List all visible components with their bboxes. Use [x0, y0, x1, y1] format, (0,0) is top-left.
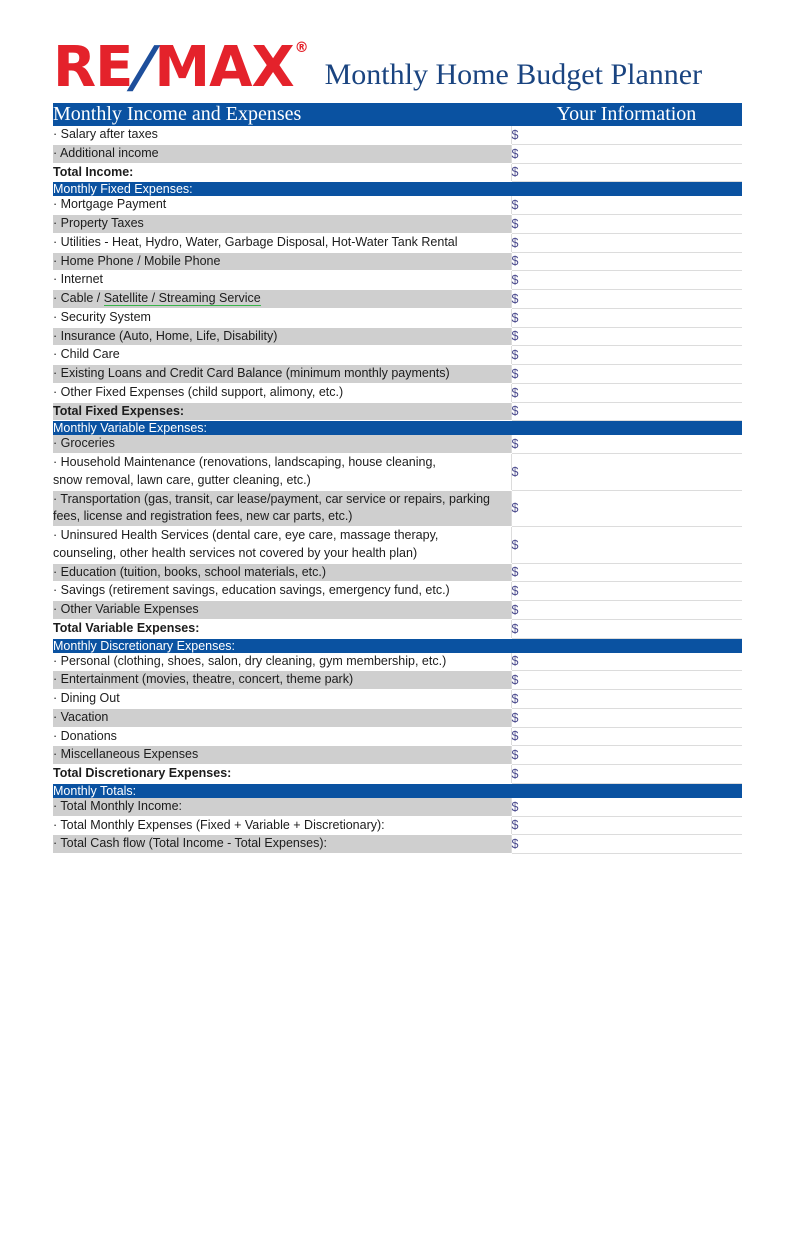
amount-input-cell[interactable] — [511, 619, 742, 638]
currency-symbol: $ — [511, 799, 519, 814]
row-label-text: · Child Care — [53, 347, 120, 362]
table-row — [53, 601, 742, 620]
row-label — [53, 671, 511, 690]
currency-symbol: $ — [511, 621, 519, 636]
currency-symbol: $ — [511, 310, 519, 325]
row-label-text: · Security System — [53, 309, 151, 324]
row-label-text: · Other Variable Expenses — [53, 602, 199, 616]
table-row — [53, 233, 742, 252]
row-label-text: · Household Maintenance (renovations, landscaping, house cleaning, — [53, 455, 436, 469]
row-label-text: · Cable / — [53, 291, 104, 305]
section-header-row — [53, 182, 742, 197]
section-header-label: Monthly Variable Expenses: — [53, 421, 742, 436]
table-row — [53, 196, 742, 214]
row-label-text: · Education (tuition, books, school materials, etc.) — [53, 564, 327, 579]
currency-symbol: $ — [511, 673, 519, 688]
table-row — [53, 163, 742, 182]
amount-input-cell[interactable] — [511, 746, 742, 765]
amount-input-cell[interactable] — [511, 126, 742, 144]
row-label — [53, 233, 511, 252]
currency-symbol: $ — [511, 729, 519, 744]
row-label-text-line2: snow removal, lawn care, gutter cleaning, etc.) — [53, 472, 311, 487]
row-label — [53, 619, 511, 638]
table-row — [53, 126, 742, 144]
currency-symbol: $ — [511, 584, 519, 599]
spellcheck-underlined-text: Satellite / Streaming Service — [103, 291, 261, 305]
row-label-text: · Internet — [53, 272, 104, 287]
row-label-text: · Additional income — [53, 145, 159, 160]
row-label — [53, 126, 511, 144]
amount-input-cell[interactable] — [511, 727, 742, 746]
table-row — [53, 816, 742, 835]
amount-input-cell[interactable] — [511, 290, 742, 309]
table-row — [53, 402, 742, 421]
table-row — [53, 365, 742, 384]
budget-table — [53, 103, 742, 854]
amount-input-cell[interactable] — [511, 163, 742, 182]
amount-input-cell[interactable] — [511, 690, 742, 709]
row-label-text: · Property Taxes — [53, 216, 144, 230]
amount-input-cell[interactable] — [511, 798, 742, 816]
row-label-text: · Groceries — [53, 436, 115, 451]
row-label — [53, 308, 511, 327]
currency-symbol: $ — [511, 602, 519, 617]
currency-symbol: $ — [511, 691, 519, 706]
row-label-text: · Personal (clothing, shoes, salon, dry cleaning, gym membership, etc.) — [53, 653, 447, 668]
row-label-text: · Uninsured Health Services (dental care, eye care, massage therapy, — [53, 528, 439, 542]
row-label-text: · Insurance (Auto, Home, Life, Disability) — [53, 328, 278, 343]
row-label — [53, 365, 511, 384]
amount-input-cell[interactable] — [511, 402, 742, 421]
table-row — [53, 708, 742, 727]
currency-symbol: $ — [511, 127, 519, 142]
table-row — [53, 582, 742, 601]
currency-symbol: $ — [511, 385, 519, 400]
budget-table-body — [53, 103, 742, 854]
row-label-text: · Savings (retirement savings, education savings, emergency fund, etc.) — [53, 583, 450, 598]
row-label — [53, 435, 511, 453]
row-label-text: · Total Cash flow (Total Income - Total Expenses): — [53, 836, 327, 851]
row-label-text: Total Fixed Expenses: — [53, 403, 185, 418]
row-label — [53, 402, 511, 421]
amount-input-cell[interactable] — [511, 653, 742, 671]
amount-input-cell[interactable] — [511, 144, 742, 163]
table-row — [53, 727, 742, 746]
logo-slash-icon: / — [124, 35, 163, 100]
amount-input-cell[interactable] — [511, 346, 742, 365]
table-row — [53, 435, 742, 453]
table-row — [53, 144, 742, 163]
section-header-row — [53, 421, 742, 436]
currency-symbol: $ — [511, 235, 519, 250]
currency-symbol: $ — [511, 329, 519, 344]
row-label — [53, 144, 511, 163]
row-label — [53, 346, 511, 365]
amount-input-cell[interactable] — [511, 308, 742, 327]
amount-input-cell[interactable] — [511, 671, 742, 690]
masthead — [53, 26, 742, 100]
amount-input-cell[interactable] — [511, 582, 742, 601]
row-label-text: · Dining Out — [53, 691, 120, 705]
currency-symbol: $ — [511, 366, 519, 381]
logo-re-text: RE — [53, 35, 133, 100]
row-label-text: · Transportation (gas, transit, car lease/payment, car service or repairs, parking — [53, 491, 490, 506]
currency-symbol: $ — [511, 273, 519, 288]
table-row — [53, 346, 742, 365]
currency-symbol: $ — [511, 501, 519, 516]
amount-input-cell[interactable] — [511, 196, 742, 214]
row-label-text: Total Variable Expenses: — [53, 620, 200, 635]
row-label — [53, 215, 511, 234]
row-label-text-line2: fees, license and registration fees, new car parts, etc.) — [53, 509, 353, 524]
amount-input-cell[interactable] — [511, 327, 742, 346]
row-label-text-line2: counseling, other health services not covered by your health plan) — [53, 545, 418, 560]
amount-input-cell[interactable] — [511, 835, 742, 854]
row-label — [53, 490, 511, 527]
row-label — [53, 727, 511, 746]
row-label-text: · Other Fixed Expenses (child support, alimony, etc.) — [53, 384, 344, 399]
row-label-text: · Total Monthly Income: — [53, 798, 182, 813]
table-row — [53, 798, 742, 816]
row-label — [53, 563, 511, 582]
row-label — [53, 252, 511, 271]
row-label-text: · Total Monthly Expenses (Fixed + Variable + Discretionary): — [53, 817, 385, 832]
row-label-text: · Mortgage Payment — [53, 197, 167, 212]
row-label-text: · Entertainment (movies, theatre, concert, theme park) — [53, 672, 354, 687]
amount-input-cell[interactable] — [511, 765, 742, 784]
row-label — [53, 601, 511, 620]
row-label-text: · Salary after taxes — [53, 127, 158, 141]
currency-symbol: $ — [511, 654, 519, 669]
row-label — [53, 653, 511, 671]
row-label — [53, 798, 511, 816]
table-row — [53, 746, 742, 765]
amount-input-cell[interactable] — [511, 601, 742, 620]
table-row — [53, 490, 742, 527]
table-row — [53, 835, 742, 854]
currency-symbol: $ — [511, 348, 519, 363]
row-label — [53, 163, 511, 182]
amount-input-cell[interactable] — [511, 490, 742, 527]
row-label — [53, 196, 511, 214]
currency-symbol: $ — [511, 254, 519, 269]
table-row — [53, 252, 742, 271]
table-row — [53, 619, 742, 638]
currency-symbol: $ — [511, 818, 519, 833]
column-header-your-information: Your Information — [556, 103, 697, 125]
section-header-label: Monthly Fixed Expenses: — [53, 182, 742, 197]
section-header-row — [53, 783, 742, 798]
section-header-label: Monthly Discretionary Expenses: — [53, 638, 742, 653]
amount-input-cell[interactable] — [511, 816, 742, 835]
row-label-text: Total Income: — [53, 164, 134, 179]
row-label-text: · Donations — [53, 728, 117, 743]
currency-symbol: $ — [511, 748, 519, 763]
currency-symbol: $ — [511, 766, 519, 781]
amount-input-cell[interactable] — [511, 527, 742, 564]
table-row — [53, 290, 742, 309]
currency-symbol: $ — [511, 437, 519, 452]
table-row — [53, 215, 742, 234]
currency-symbol: $ — [511, 198, 519, 213]
row-label-text: · Miscellaneous Expenses — [53, 747, 199, 762]
table-row — [53, 308, 742, 327]
row-label — [53, 816, 511, 835]
row-label — [53, 582, 511, 601]
row-label — [53, 271, 511, 290]
table-row — [53, 653, 742, 671]
table-row — [53, 563, 742, 582]
row-label — [53, 708, 511, 727]
table-row — [53, 765, 742, 784]
currency-symbol: $ — [511, 291, 519, 306]
row-label — [53, 835, 511, 854]
amount-input-cell[interactable] — [511, 365, 742, 384]
currency-symbol: $ — [511, 710, 519, 725]
remax-logo — [53, 35, 308, 100]
amount-input-cell[interactable] — [511, 454, 742, 491]
row-label-text: Total Discretionary Expenses: — [53, 766, 232, 780]
amount-input-cell[interactable] — [511, 563, 742, 582]
row-label — [53, 746, 511, 765]
section-header-label: Monthly Totals: — [53, 783, 742, 798]
currency-symbol: $ — [511, 216, 519, 231]
currency-symbol: $ — [511, 565, 519, 580]
currency-symbol: $ — [511, 464, 519, 479]
row-label — [53, 690, 511, 709]
amount-input-cell[interactable] — [511, 383, 742, 402]
amount-input-cell[interactable] — [511, 708, 742, 727]
row-label-text: · Home Phone / Mobile Phone — [53, 253, 221, 268]
row-label — [53, 290, 511, 309]
table-row — [53, 327, 742, 346]
amount-input-cell[interactable] — [511, 271, 742, 290]
amount-input-cell[interactable] — [511, 435, 742, 453]
amount-input-cell[interactable] — [511, 233, 742, 252]
table-header-row — [53, 103, 742, 126]
table-row — [53, 671, 742, 690]
table-row — [53, 527, 742, 564]
currency-symbol: $ — [511, 404, 519, 419]
currency-symbol: $ — [511, 165, 519, 180]
row-label-text: · Vacation — [53, 709, 109, 724]
logo-max-text: MAX — [154, 35, 294, 100]
currency-symbol: $ — [511, 537, 519, 552]
section-header-row — [53, 638, 742, 653]
table-row — [53, 690, 742, 709]
registered-trademark-icon: ® — [294, 40, 308, 56]
row-label — [53, 454, 511, 491]
row-label — [53, 327, 511, 346]
row-label — [53, 527, 511, 564]
page-title: Monthly Home Budget Planner — [324, 58, 703, 91]
currency-symbol: $ — [511, 146, 519, 161]
row-label — [53, 765, 511, 784]
table-row — [53, 454, 742, 491]
row-label-text: · Existing Loans and Credit Card Balance (minimum monthly payments) — [53, 366, 450, 380]
row-label-text: · Utilities - Heat, Hydro, Water, Garbage Disposal, Hot-Water Tank Rental — [53, 234, 458, 249]
amount-input-cell[interactable] — [511, 252, 742, 271]
currency-symbol: $ — [511, 837, 519, 852]
table-row — [53, 271, 742, 290]
table-row — [53, 383, 742, 402]
column-header-label: Monthly Income and Expenses — [53, 103, 302, 125]
amount-input-cell[interactable] — [511, 215, 742, 234]
row-label — [53, 383, 511, 402]
